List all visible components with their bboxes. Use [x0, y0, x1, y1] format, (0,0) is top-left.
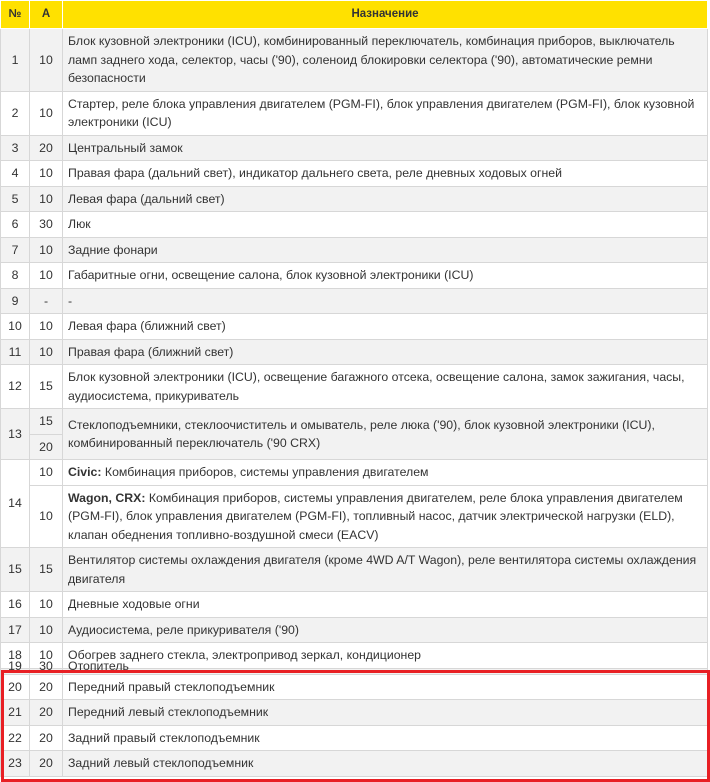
fuse-purpose: Правая фара (дальний свет), индикатор дальнего света, реле дневных ходовых огней: [63, 161, 708, 187]
fuse-amperage: -: [30, 288, 63, 314]
table-header: [1, 1, 708, 29]
fuse-purpose: Правая фара (ближний свет): [63, 339, 708, 365]
fuse-number: 4: [1, 161, 30, 187]
table-row: [1, 674, 708, 700]
table-row: [1, 751, 708, 777]
fuse-number: 11: [1, 339, 30, 365]
fuse-number: 14: [1, 460, 30, 548]
fuse-purpose: Стартер, реле блока управления двигателем (PGM-FI), блок управления двигателем (PGM-FI), блок кузовной электроники (ICU): [63, 91, 708, 135]
fuse-amperage: 10: [30, 592, 63, 618]
fuse-amperage: 20: [30, 135, 63, 161]
fuse-number: 18: [1, 643, 30, 669]
fuse-purpose: [63, 485, 708, 548]
fuse-amperage: 15: [30, 409, 63, 435]
table-row: [1, 135, 708, 161]
fuse-amperage: 20: [30, 751, 63, 777]
fuse-number: 13: [1, 409, 30, 460]
fuse-purpose-text: Комбинация приборов, системы управления двигателем, реле блока управления двигателем (PGM-FI), блок управления двигателем (PGM-FI), топливный насос, датчик электрической нагрузки (ELD), клапан обеднения топливно-воздушной смеси (EACV): [68, 490, 683, 542]
fuse-purpose: Люк: [63, 212, 708, 238]
fuse-amperage: 30: [30, 212, 63, 238]
fuse-amperage: 10: [30, 314, 63, 340]
fuse-amperage: 10: [30, 29, 63, 92]
fuse-number: 3: [1, 135, 30, 161]
fuse-amperage: 10: [30, 186, 63, 212]
fuse-number: 1: [1, 29, 30, 92]
fuse-purpose: Стеклоподъемники, стеклоочиститель и омыватель, реле люка ('90), блок кузовной электроники (ICU), комбинированный переключатель ('90 CRX): [63, 409, 708, 460]
fuse-amperage: 20: [30, 674, 63, 700]
fuse-amperage: 15: [30, 365, 63, 409]
fuse-purpose: Задний правый стеклоподъемник: [63, 725, 708, 751]
fuse-number: 22: [1, 725, 30, 751]
fuse-purpose: Габаритные огни, освещение салона, блок кузовной электроники (ICU): [63, 263, 708, 289]
fuse-amperage: 10: [30, 237, 63, 263]
fuse-amperage: 10: [30, 161, 63, 187]
fuse-number: 9: [1, 288, 30, 314]
table-row: [1, 91, 708, 135]
fuse-purpose: Дневные ходовые огни: [63, 592, 708, 618]
fuse-purpose: Задний левый стеклоподъемник: [63, 751, 708, 777]
table-row: [1, 460, 708, 486]
table-row: [1, 263, 708, 289]
fuse-amperage: 15: [30, 548, 63, 592]
fuse-purpose: Передний правый стеклоподъемник: [63, 674, 708, 700]
fuse-amperage-text: 30: [39, 658, 53, 673]
fuse-number: 7: [1, 237, 30, 263]
fuse-number: 23: [1, 751, 30, 777]
fuse-purpose: Обогрев заднего стекла, электропривод зеркал, кондиционер: [63, 643, 708, 669]
fuse-purpose-text: Отопитель: [68, 658, 129, 673]
table-row: [1, 339, 708, 365]
fuse-number: 8: [1, 263, 30, 289]
fuse-purpose: Левая фара (дальний свет): [63, 186, 708, 212]
fuse-number-text: 19: [8, 658, 22, 673]
fuse-number: 16: [1, 592, 30, 618]
column-header-number: №: [1, 1, 30, 29]
fuse-purpose-text: Комбинация приборов, системы управления двигателем: [101, 465, 429, 479]
model-label: Civic:: [68, 465, 102, 479]
fuse-number: 10: [1, 314, 30, 340]
fuse-number: 21: [1, 700, 30, 726]
fuse-amperage: 10: [30, 643, 63, 669]
fuse-amperage: 10: [30, 460, 63, 486]
fuse-purpose: Блок кузовной электроники (ICU), освещение багажного отсека, освещение салона, замок зажигания, часы, аудиосистема, прикуриватель: [63, 365, 708, 409]
table-row: [1, 365, 708, 409]
fuse-number: 6: [1, 212, 30, 238]
fuse-amperage: 10: [30, 485, 63, 548]
table-row: [1, 725, 708, 751]
table-row: [1, 409, 708, 435]
table-row: [1, 592, 708, 618]
fuse-purpose: Блок кузовной электроники (ICU), комбинированный переключатель, комбинация приборов, выключатель ламп заднего хода, селектор, часы ('90), соленоид блокировки селектора ('90), автоматические ремни безопасности: [63, 29, 708, 92]
fuse-number: 20: [1, 674, 30, 700]
model-label: Wagon, CRX:: [68, 490, 146, 505]
fuse-purpose: Центральный замок: [63, 135, 708, 161]
column-header-purpose: Назначение: [63, 1, 708, 29]
table-row: [1, 212, 708, 238]
fuse-amperage: 20: [30, 700, 63, 726]
fuse-number: 12: [1, 365, 30, 409]
table-row: [1, 237, 708, 263]
fuse-purpose: Левая фара (ближний свет): [63, 314, 708, 340]
fuse-purpose: Вентилятор системы охлаждения двигателя (кроме 4WD A/T Wagon), реле вентилятора системы охлаждения двигателя: [63, 548, 708, 592]
table-row: [1, 617, 708, 643]
table-row: [1, 186, 708, 212]
fuse-number: 2: [1, 91, 30, 135]
fuse-amperage: 10: [30, 339, 63, 365]
fuse-amperage: 10: [30, 617, 63, 643]
fuse-purpose: Аудиосистема, реле прикуривателя ('90): [63, 617, 708, 643]
fuse-purpose: [63, 460, 708, 486]
fuse-number: 5: [1, 186, 30, 212]
fuse-amperage: 20: [30, 434, 63, 460]
table-row: [1, 485, 708, 548]
fuse-amperage: 10: [30, 263, 63, 289]
table-row: [1, 29, 708, 92]
fuse-purpose: Задние фонари: [63, 237, 708, 263]
fuse-amperage: 20: [30, 725, 63, 751]
table-row: [1, 700, 708, 726]
column-header-amperage: А: [30, 1, 63, 29]
fuse-amperage: 10: [30, 91, 63, 135]
table-row: [1, 161, 708, 187]
table-row: [1, 288, 708, 314]
fuse-number: 17: [1, 617, 30, 643]
table-row: [1, 548, 708, 592]
fuse-number: 15: [1, 548, 30, 592]
fuse-purpose: Передний левый стеклоподъемник: [63, 700, 708, 726]
table-row: [1, 314, 708, 340]
fuse-purpose: -: [63, 288, 708, 314]
